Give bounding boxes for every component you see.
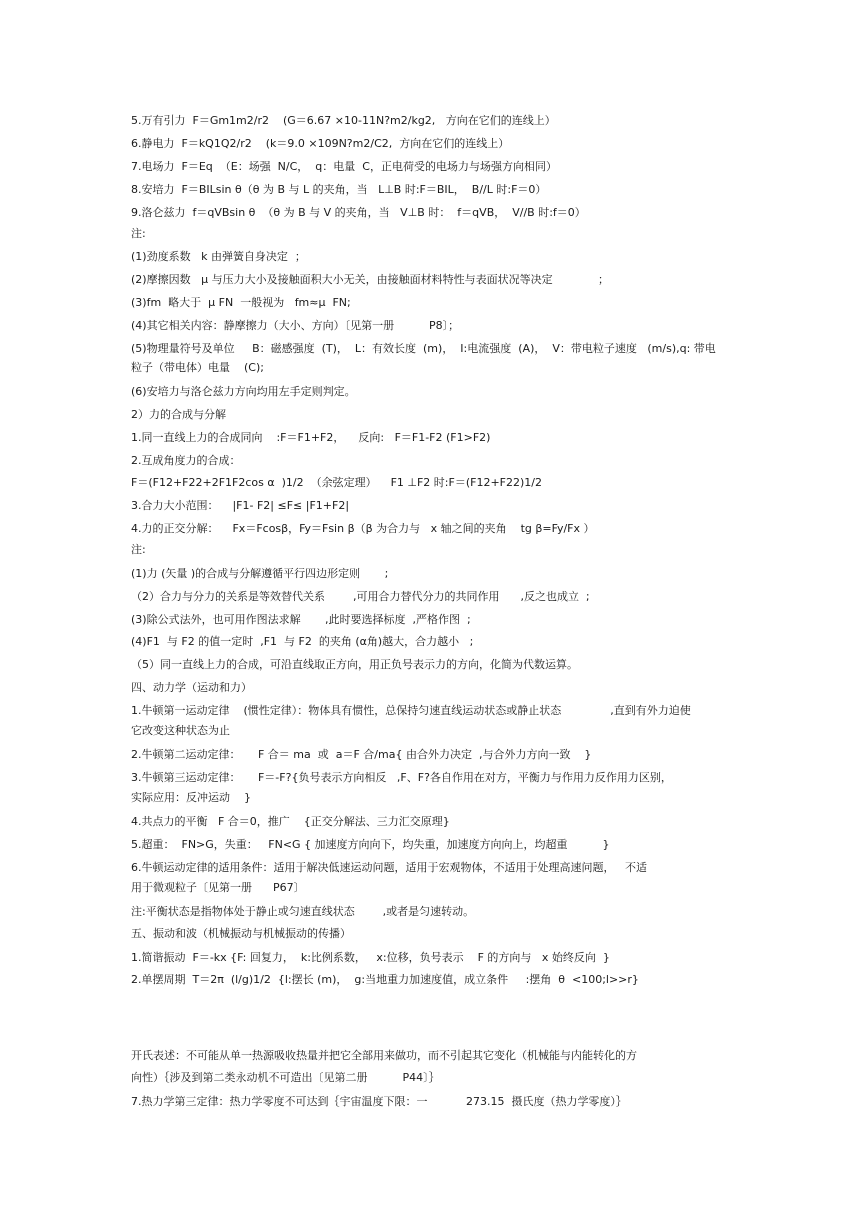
text-line: 2）力的合成与分解: [131, 408, 226, 421]
text-line: 5.万有引力 F＝Gm1m2/r2 (G＝6.67 ×10-11N?m2/kg2, 方向在它们的连线上）: [131, 114, 556, 127]
text-line: 3.牛顿第三运动定律： F＝-F?{负号表示方向相反 ,F、F?各自作用在对方，平衡力与作用力反作用力区别，: [131, 771, 672, 784]
text-line: 它改变这种状态为止: [131, 724, 230, 737]
text-line: 粒子（带电体）电量 (C);: [131, 361, 264, 374]
text-line: 向性）｛涉及到第二类永动机不可造出〔见第二册 P44〕｝: [131, 1071, 440, 1084]
text-line: 8.安培力 F＝BILsin θ（θ 为 B 与 L 的夹角，当 L⊥B 时:F＝BIL， B//L 时:F＝0）: [131, 183, 547, 196]
text-line: 2.互成角度力的合成：: [131, 454, 241, 467]
text-line: 1.牛顿第一运动定律 (惯性定律）：物体具有惯性，总保持匀速直线运动状态或静止状态 ,直到有外力迫使: [131, 704, 691, 717]
text-line: 注:: [131, 543, 146, 556]
text-line: (5)物理量符号及单位 B：磁感强度 (T)， L：有效长度 (m)， I:电流强度 (A)， V：带电粒子速度 (m/s),q: 带电: [131, 342, 716, 355]
text-line: 3.合力大小范围： |F1- F2| ≤F≤ |F1+F2|: [131, 499, 350, 512]
text-line: 9.洛仑兹力 f＝qVBsin θ （θ 为 B 与 V 的夹角，当 V⊥B 时： f＝qVB， V//B 时:f＝0）: [131, 206, 586, 219]
text-line: (1)劲度系数 k 由弹簧自身决定 ；: [131, 250, 306, 263]
text-line: （2）合力与分力的关系是等效替代关系 ,可用合力替代分力的共同作用 ,反之也成立 ;: [131, 590, 590, 603]
text-line: (2)摩擦因数 μ 与压力大小及接触面积大小无关，由接触面材料特性与表面状况等决定 ；: [131, 273, 610, 286]
text-line: 7.热力学第三定律：热力学零度不可达到｛宇宙温度下限：一 273.15 摄氏度（热力学零度）｝: [131, 1095, 627, 1108]
text-line: 四、动力学（运动和力）: [131, 681, 252, 694]
text-line: 6.牛顿运动定律的适用条件：适用于解决低速运动问题，适用于宏观物体，不适用于处理高速问题， 不适: [131, 861, 647, 874]
text-line: 注:: [131, 227, 146, 240]
text-line: (4)F1 与 F2 的值一定时 ,F1 与 F2 的夹角 (α角)越大，合力越小 ;: [131, 635, 474, 648]
text-line: 实际应用：反冲运动 }: [131, 791, 251, 804]
text-line: （5）同一直线上力的合成，可沿直线取正方向，用正负号表示力的方向，化简为代数运算。: [131, 658, 578, 671]
text-line: 4.力的正交分解： Fx＝Fcosβ，Fy＝Fsin β（β 为合力与 x 轴之间的夹角 tg β=Fy/Fx ）: [131, 522, 595, 535]
text-line: (6)安培力与洛仑兹力方向均用左手定则判定。: [131, 385, 356, 398]
text-line: 1.简谐振动 F＝-kx {F: 回复力， k:比例系数， x:位移，负号表示 F 的方向与 x 始终反向 }: [131, 951, 610, 964]
text-line: 6.静电力 F＝kQ1Q2/r2 (k＝9.0 ×109N?m2/C2, 方向在它们的连线上）: [131, 137, 510, 150]
text-line: 注:平衡状态是指物体处于静止或匀速直线状态 ,或者是匀速转动。: [131, 905, 475, 918]
text-line: 五、振动和波（机械振动与机械振动的传播）: [131, 927, 351, 940]
text-line: 4.共点力的平衡 F 合＝0，推广 {正交分解法、三力汇交原理}: [131, 815, 450, 828]
text-line: (1)力 (矢量 )的合成与分解遵循平行四边形定则 ;: [131, 567, 389, 580]
text-line: 2.牛顿第二运动定律： F 合＝ ma 或 a＝F 合/ma{ 由合外力决定 ,与合外力方向一致 }: [131, 748, 592, 761]
text-line: F＝(F12+F22+2F1F2cos α )1/2 （余弦定理） F1 ⊥F2 时:F＝(F12+F22)1/2: [131, 476, 542, 489]
text-line: 1.同一直线上力的合成同向 :F＝F1+F2， 反向: F＝F1-F2 (F1>F2): [131, 431, 491, 444]
text-line: 用于微观粒子〔见第一册 P67〕: [131, 881, 305, 894]
text-line: 5.超重： FN>G，失重： FN<G { 加速度方向向下，均失重，加速度方向向上，均超重 }: [131, 838, 610, 851]
text-line: (3)fm 略大于 μ FN 一般视为 fm≈μ FN;: [131, 296, 351, 309]
text-line: 2.单摆周期 T＝2π (l/g)1/2 {l:摆长 (m)， g:当地重力加速度值，成立条件 :摆角 θ <100;l>>r}: [131, 973, 639, 986]
text-line: 开氏表述：不可能从单一热源吸收热量并把它全部用来做功，而不引起其它变化（机械能与内能转化的方: [131, 1049, 637, 1062]
text-line: (3)除公式法外，也可用作图法求解 ,此时要选择标度 ,严格作图 ;: [131, 613, 471, 626]
text-line: (4)其它相关内容：静摩擦力（大小、方向）〔见第一册 P8〕；: [131, 319, 460, 332]
text-line: 7.电场力 F＝Eq （E：场强 N/C， q：电量 C，正电荷受的电场力与场强方向相同）: [131, 160, 557, 173]
